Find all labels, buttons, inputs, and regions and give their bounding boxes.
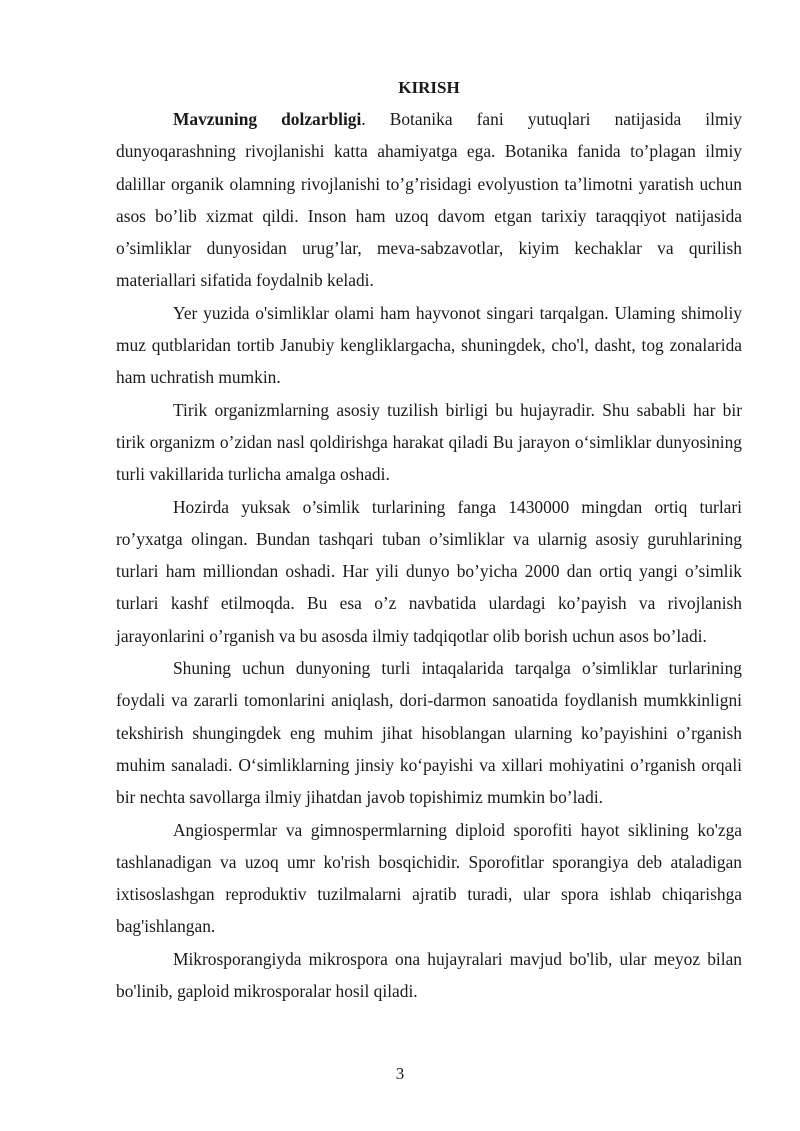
document-page xyxy=(116,73,742,1007)
paragraph-cell-unit: Tirik organizmlarning asosiy tuzilish birligi bu hujayradir. Shu sababli har bir tirik organizm o’zidan nasl qoldirishga harakat qiladi Bu jarayon o‘simliklar dunyosining turli vakillarida turlicha amalga oshadi. xyxy=(116,399,742,485)
paragraph-distribution: Yer yuzida o'simliklar olami ham hayvonot singari tarqalgan. Ulaming shimoliy muz qutblaridan tortib Janubiy kengliklargacha, shuningdek, cho'l, dasht, tog zonalarida ham uchratish mumkin. xyxy=(116,302,742,388)
paragraph-species-count: Hozirda yuksak o’simlik turlarining fanga 1430000 mingdan ortiq turlari ro’yxatga olingan. Bundan tashqari tuban o’simliklar va ularnig asosiy guruhlarining turlari ham milliondan oshadi. Har yili dunyo bo’yicha 2000 dan ortiq yangi o’simlik turlari kashf etilmoqda. Bu esa o’z navbatida ulardagi ko’payish va rivojlanish jarayonlarini o’rganish va bu asosda ilmiy tadqiqotlar olib borish uchun asos bo’ladi. xyxy=(116,496,742,646)
paragraph-study-importance: Shuning uchun dunyoning turli intaqalarida tarqalga o’simliklar turlarining foydali va zararli tomonlarini aniqlash, dori-darmon sanoatida foydlanish mumkkinligni tekshirish shungingdek eng muhim jihat hisoblangan ularning ko’payishini o’rganish muhim sanaladi. O‘simliklarning jinsiy ko‘payishi va xillari mohiyatini o’rganish orqali bir nechta savollarga ilmiy jihatdan javob topishimiz mumkin bo’ladi. xyxy=(116,658,742,808)
relevance-heading: Mavzuning dolzarbligi xyxy=(173,109,362,129)
page-title: KIRISH xyxy=(398,78,460,97)
page-number: 3 xyxy=(395,1064,405,1083)
paragraph-microsporangium: Mikrosporangiyda mikrospora ona hujayralari mavjud bo'lib, ular meyoz bilan bo'linib, gaploid mikrosporalar hosil qiladi. xyxy=(116,948,742,1002)
paragraph-text: . Botanika fani yutuqlari natijasida ilmiy dunyoqarashning rivojlanishi katta ahamiyatga ega. Botanika fanida to’plagan ilmiy dalillar organik olamning rivojlanishi to’g’risidagi evolyustion ta’limotni yaratish uchun asos bo’lib xizmat qildi. Inson ham uzoq davom etgan tarixiy taraqqiyot natijasida o’simliklar dunyosidan urug’lar, meva-sabzavotlar, kiyim kechaklar va qurilish materiallari sifatida foydalnib keladi. xyxy=(116,109,743,291)
paragraph-sporophyte: Angiospermlar va gimnospermlarning diploid sporofiti hayot siklining ko'zga tashlanadigan va uzoq umr ko'rish bosqichidir. Sporofitlar sporangiya deb ataladigan ixtisoslashgan reproduktiv tuzilmalarni ajratib turadi, ular spora ishlab chiqarishga bag'ishlangan. xyxy=(116,819,742,937)
paragraph-relevance xyxy=(116,103,742,297)
